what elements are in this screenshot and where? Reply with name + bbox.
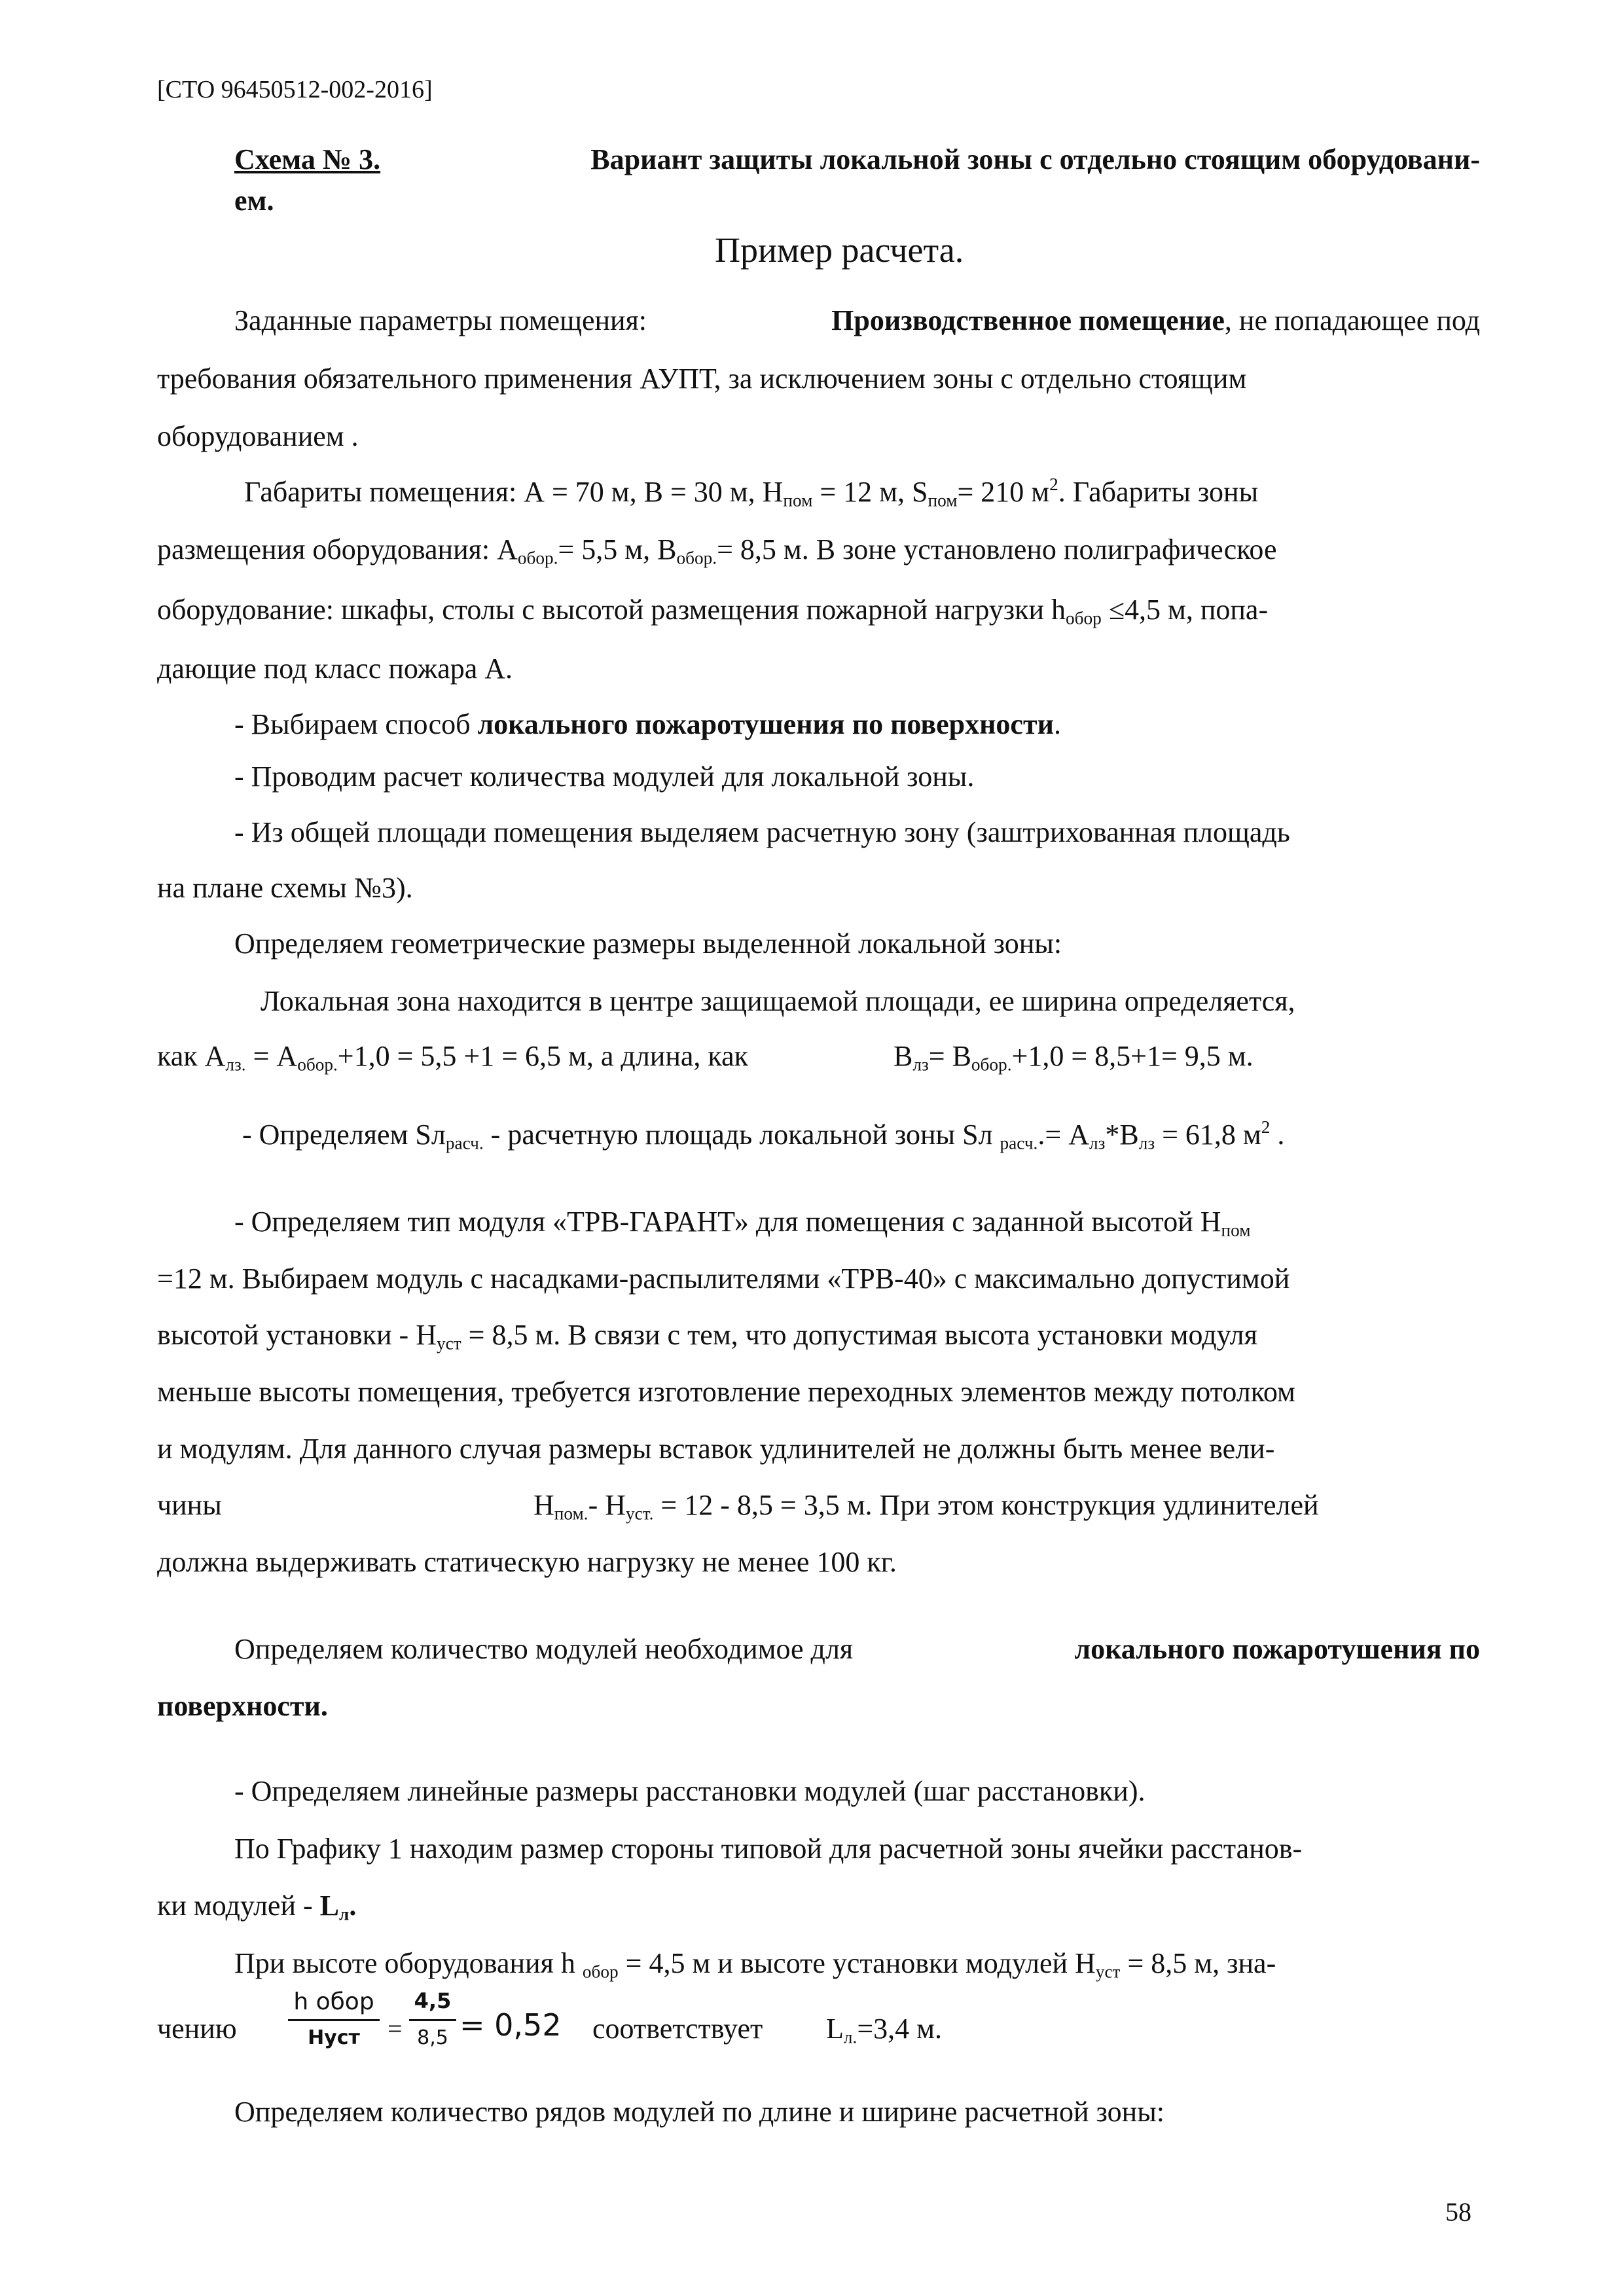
paragraph-height-ratio: При высоте оборудования h $_{обор}$ = 4,5 м и высоте установки модулей $Н_{уст} = 8,5$ м, зна- <box>234 1947 1276 1982</box>
document-code: [СТО 96450512-002-2016] <box>157 76 433 103</box>
ratio-result: = 0,52 <box>460 2007 562 2043</box>
fraction-bar <box>409 2019 456 2021</box>
fraction-height-ratio <box>288 1988 380 2054</box>
paragraph-line: на плане схемы №3). <box>157 872 413 904</box>
paragraph-line: оборудование: шкафы, столы с высотой размещения пожарной нагрузки $h_{обор} \le 4,5$ м, попа- <box>157 594 1269 628</box>
paragraph-line: ки модулей - $L_л$. <box>157 1890 357 1924</box>
paragraph-line: оборудованием . <box>157 420 359 452</box>
section-title-line-2: ем. <box>234 185 274 217</box>
paragraph-rows: Определяем количество рядов модулей по длине и ширине расчетной зоны: <box>234 2096 1164 2128</box>
paragraph-dimensions: Габариты помещения: А = 70 м, В = 30 м, $Н_{пом} = 12$ м, $S_{пом}= 210$ $м^2$. Габариты зоны <box>244 475 1259 511</box>
example-subtitle: Пример расчета. <box>715 230 964 270</box>
paragraph-geometry: Определяем геометрические размеры выделенной локальной зоны: <box>234 927 1062 960</box>
fraction-bar <box>288 2019 380 2021</box>
fraction-numerator: h обор <box>293 1988 374 2015</box>
paragraph-line: высотой установки - $Н_{уст} = 8,5$ м. В связи с тем, что допустимая высота установки модуля <box>157 1319 1257 1354</box>
paragraph-line: чины <box>157 1489 222 1521</box>
paragraph-line: размещения оборудования: $А_{обор.}= 5,5$ м, $В_{обор.}= 8,5$ м. В зоне установлено полиграфическое <box>157 533 1277 568</box>
bullet-calc: - Проводим расчет количества модулей для локальной зоны. <box>234 761 975 793</box>
cell-size-result: $L_{л.}=3,4$ м. <box>826 2013 942 2047</box>
paragraph-room-params: Заданные параметры помещения: Производственное помещение, не попадающее под <box>234 304 1480 336</box>
scheme-label: Схема № 3. <box>234 143 381 175</box>
paragraph-line: чению <box>157 2013 237 2045</box>
paragraph-line: и модулям. Для данного случая размеры вставок удлинителей не должны быть менее вели- <box>157 1433 1275 1465</box>
fraction-numerator: 4,5 <box>414 1988 452 2013</box>
paragraph-line: должна выдерживать статическую нагрузку не менее 100 кг. <box>157 1546 897 1578</box>
section-title <box>234 145 1480 174</box>
paragraph-line: меньше высоты помещения, требуется изготовление переходных элементов между потолком <box>157 1376 1295 1408</box>
fraction-values <box>409 1988 456 2054</box>
paragraph-line: дающие под класс пожара А. <box>157 653 513 685</box>
fraction-denominator: 8,5 <box>417 2026 448 2049</box>
title-line-1: Вариант защиты локальной зоны с отдельно стоящим оборудовани- <box>590 143 1480 175</box>
paragraph-line: поверхности. <box>157 1690 328 1722</box>
paragraph-module-count: Определяем количество модулей необходимое для локального пожаротушения по <box>234 1633 1480 1665</box>
formula-height-diff: $Н_{пом.}-$ $Н_{уст.} = 12 - 8,5 = 3,5$ м. При этом конструкция удлинителей <box>533 1489 1319 1524</box>
paragraph-graph: По Графику 1 находим размер стороны типовой для расчетной зоны ячейки расстанов- <box>234 1833 1303 1865</box>
paragraph-line: =12 м. Выбираем модуль с насадками-распылителями «ТРВ-40» с максимально допустимой <box>157 1263 1290 1295</box>
paragraph-line: соответствует <box>592 2013 763 2045</box>
paragraph-local-zone: Локальная зона находится в центре защищаемой площади, ее ширина определяется, <box>261 985 1295 1017</box>
fraction-denominator: Нуст <box>308 2026 360 2049</box>
bullet-zone: - Из общей площади помещения выделяем расчетную зону (заштрихованная площадь <box>234 816 1290 848</box>
equals-sign: = <box>388 2014 403 2043</box>
page-number: 58 <box>1445 2197 1471 2227</box>
formula-length: $В_{лз}= В_{обор.}+1,0 = 8,5+1= 9,5$ м. <box>893 1040 1254 1075</box>
bullet-method: - Выбираем способ локального пожаротушения по поверхности. <box>234 708 1061 740</box>
paragraph-line: требования обязательного применения АУПТ, за исключением зоны с отдельно стоящим <box>157 363 1247 395</box>
formula-dimensions: как $А_{лз.} = А_{обор.}+1,0 = 5,5 +1 = 6,5$ м, а длина, как <box>157 1040 749 1075</box>
paragraph-module-type: - Определяем тип модуля «ТРВ-ГАРАНТ» для помещения с заданной высотой $Н_{пом}$ <box>234 1206 1251 1240</box>
bullet-linear-size: - Определяем линейные размеры расстановки модулей (шаг расстановки). <box>234 1775 1146 1807</box>
formula-area: - Определяем $Sл_{расч.}$ - расчетную площадь локальной зоны Sл $_{расч.}.= А_{лз}*В_{лз} = 61,8$ $м^2$ . <box>242 1117 1285 1153</box>
